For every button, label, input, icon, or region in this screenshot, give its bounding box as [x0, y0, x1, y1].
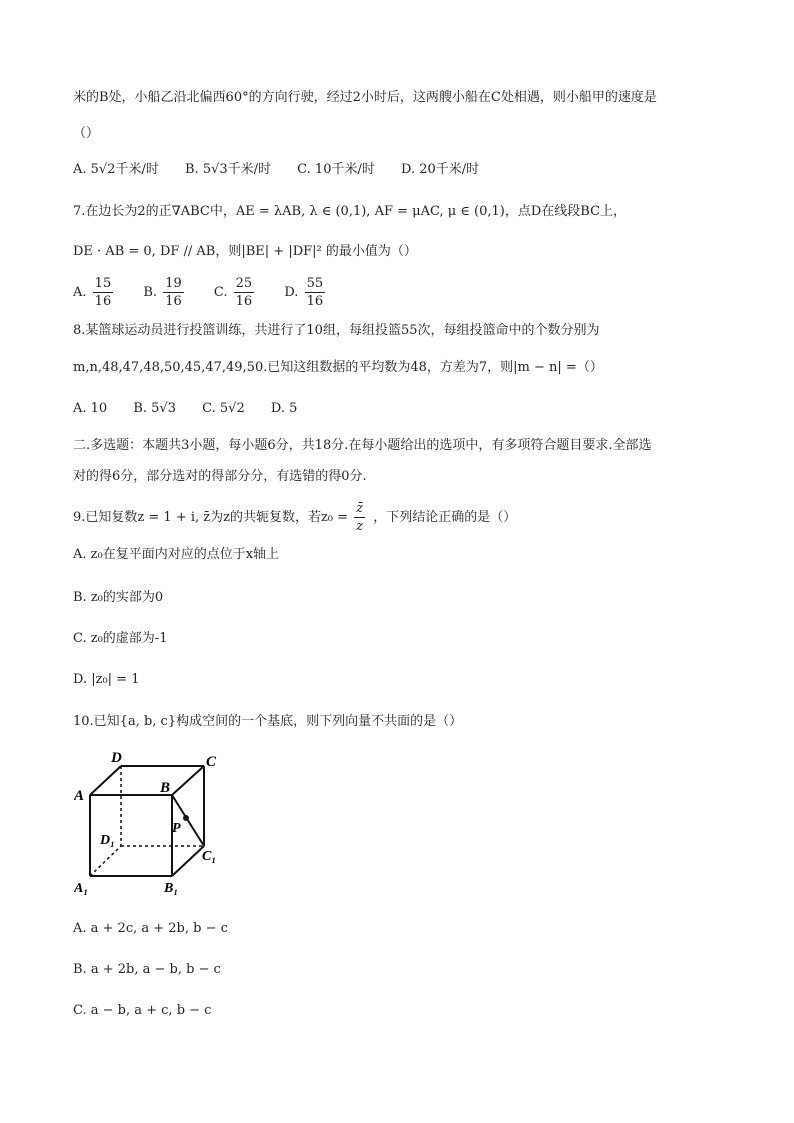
q9-stem: [73, 500, 516, 536]
q9-option-c: C. z₀的虚部为-1: [73, 631, 168, 646]
q7-option-a-letter: A.: [73, 285, 87, 300]
q7-option-c-fraction: [234, 275, 255, 310]
q6-stem-line2: （）: [73, 126, 100, 141]
label-c1: C₁: [202, 849, 217, 864]
q10-option-b: B. a + 2b, a − b, b − c: [73, 962, 221, 977]
q6-option-c: C. 10千米/时: [297, 162, 375, 177]
edge-b-c: [172, 766, 204, 795]
q6-option-b: B. 5√3千米/时: [185, 162, 272, 177]
q7-option-d-letter: D.: [284, 285, 299, 300]
point-p: [183, 815, 189, 821]
label-a1: A₁: [74, 881, 89, 896]
q8-stem-line1: 8.某篮球运动员进行投篮训练，共进行了10组，每组投篮55次，每组投篮命中的个数分别为: [73, 323, 600, 338]
label-b: B: [160, 780, 171, 796]
q7-stem-line1: 7.在边长为2的正∇ABC中，AE = λAB, λ ∈ (0,1), AF = μAC, μ ∈ (0,1)，点D在线段BC上，: [73, 204, 627, 219]
q7-option-a-den: 16: [94, 294, 112, 309]
label-c: C: [206, 754, 217, 770]
q7-option-c: [214, 275, 258, 310]
q9-option-d: D. |z₀| = 1: [73, 672, 140, 687]
q7-options: [73, 275, 351, 310]
q7-option-b-letter: B.: [143, 285, 158, 300]
q7-option-c-letter: C.: [213, 285, 228, 300]
cube-svg: [74, 748, 244, 898]
q7-option-b-den: 16: [165, 294, 182, 309]
q9-fraction: [354, 500, 365, 535]
q7-option-d-fraction: [305, 275, 326, 310]
q6-option-d: D. 20千米/时: [400, 162, 480, 177]
q7-option-a-fraction: [93, 275, 114, 310]
q7-option-c-num: 25: [235, 276, 253, 291]
q6-options: [73, 160, 501, 180]
q6-option-a: A. 5√2千米/时: [73, 162, 159, 177]
label-b1: B₁: [164, 881, 179, 896]
q7-option-d-num: 55: [306, 276, 324, 291]
q9-stem-b: ，下列结论正确的是（）: [373, 510, 517, 525]
q7-option-a: [73, 275, 117, 310]
q7-option-a-num: 15: [94, 276, 112, 291]
q7-option-b: [143, 275, 187, 310]
cube-diagram: [74, 748, 244, 898]
q8-stem-line2: m,n,48,47,48,50,45,47,49,50.已知这组数据的平均数为48，方差为7，则|m − n| =（）: [73, 360, 603, 375]
q9-option-b: B. z₀的实部为0: [73, 590, 164, 605]
q8-option-c: C. 5√2: [202, 401, 245, 416]
q6-stem-line1: 米的B处，小船乙沿北偏西60°的方向行驶，经过2小时后，这两艘小船在C处相遇，则小船甲的速度是: [73, 90, 657, 105]
q9-frac-den: z: [356, 519, 364, 534]
q7-option-c-den: 16: [235, 294, 253, 309]
section2-line1: 二.多选题：本题共3小题，每小题6分，共18分.在每小题给出的选项中，有多项符合题目要求.全部选: [73, 438, 652, 453]
label-p: P: [172, 821, 181, 836]
q10-stem: 10.已知{a, b, c}构成空间的一个基底，则下列向量不共面的是（）: [73, 714, 463, 729]
label-d1: D₁: [100, 833, 115, 848]
q7-stem-line2: DE · AB = 0, DF // AB，则|BE| + |DF|² 的最小值为（）: [73, 244, 417, 259]
q10-option-c: C. a − b, a + c, b − c: [73, 1003, 212, 1018]
label-d: D: [111, 750, 122, 766]
q7-option-b-fraction: [163, 275, 184, 310]
q8-option-b: B. 5√3: [133, 401, 176, 416]
label-a: A: [74, 788, 85, 804]
q9-frac-num: z̄: [356, 501, 364, 516]
q10-option-a: A. a + 2c, a + 2b, b − c: [73, 921, 228, 936]
q7-option-d-den: 16: [306, 294, 324, 309]
edge-b1-c1: [172, 846, 204, 876]
q8-option-d: D. 5: [270, 401, 298, 416]
q8-option-a: A. 10: [73, 401, 108, 416]
section2-line2: 对的得6分，部分选对的得部分分，有选错的得0分.: [73, 469, 367, 484]
q7-option-b-num: 19: [165, 276, 182, 291]
edge-a-d: [90, 766, 121, 795]
q9-option-a: A. z₀在复平面内对应的点位于x轴上: [73, 547, 280, 562]
q8-options: [73, 399, 319, 419]
q9-stem-a: 9.已知复数z = 1 + i, z̄为z的共轭复数，若z₀ =: [73, 510, 349, 525]
q7-option-d: [284, 275, 329, 310]
edge-a1-d1-hidden: [90, 846, 121, 876]
